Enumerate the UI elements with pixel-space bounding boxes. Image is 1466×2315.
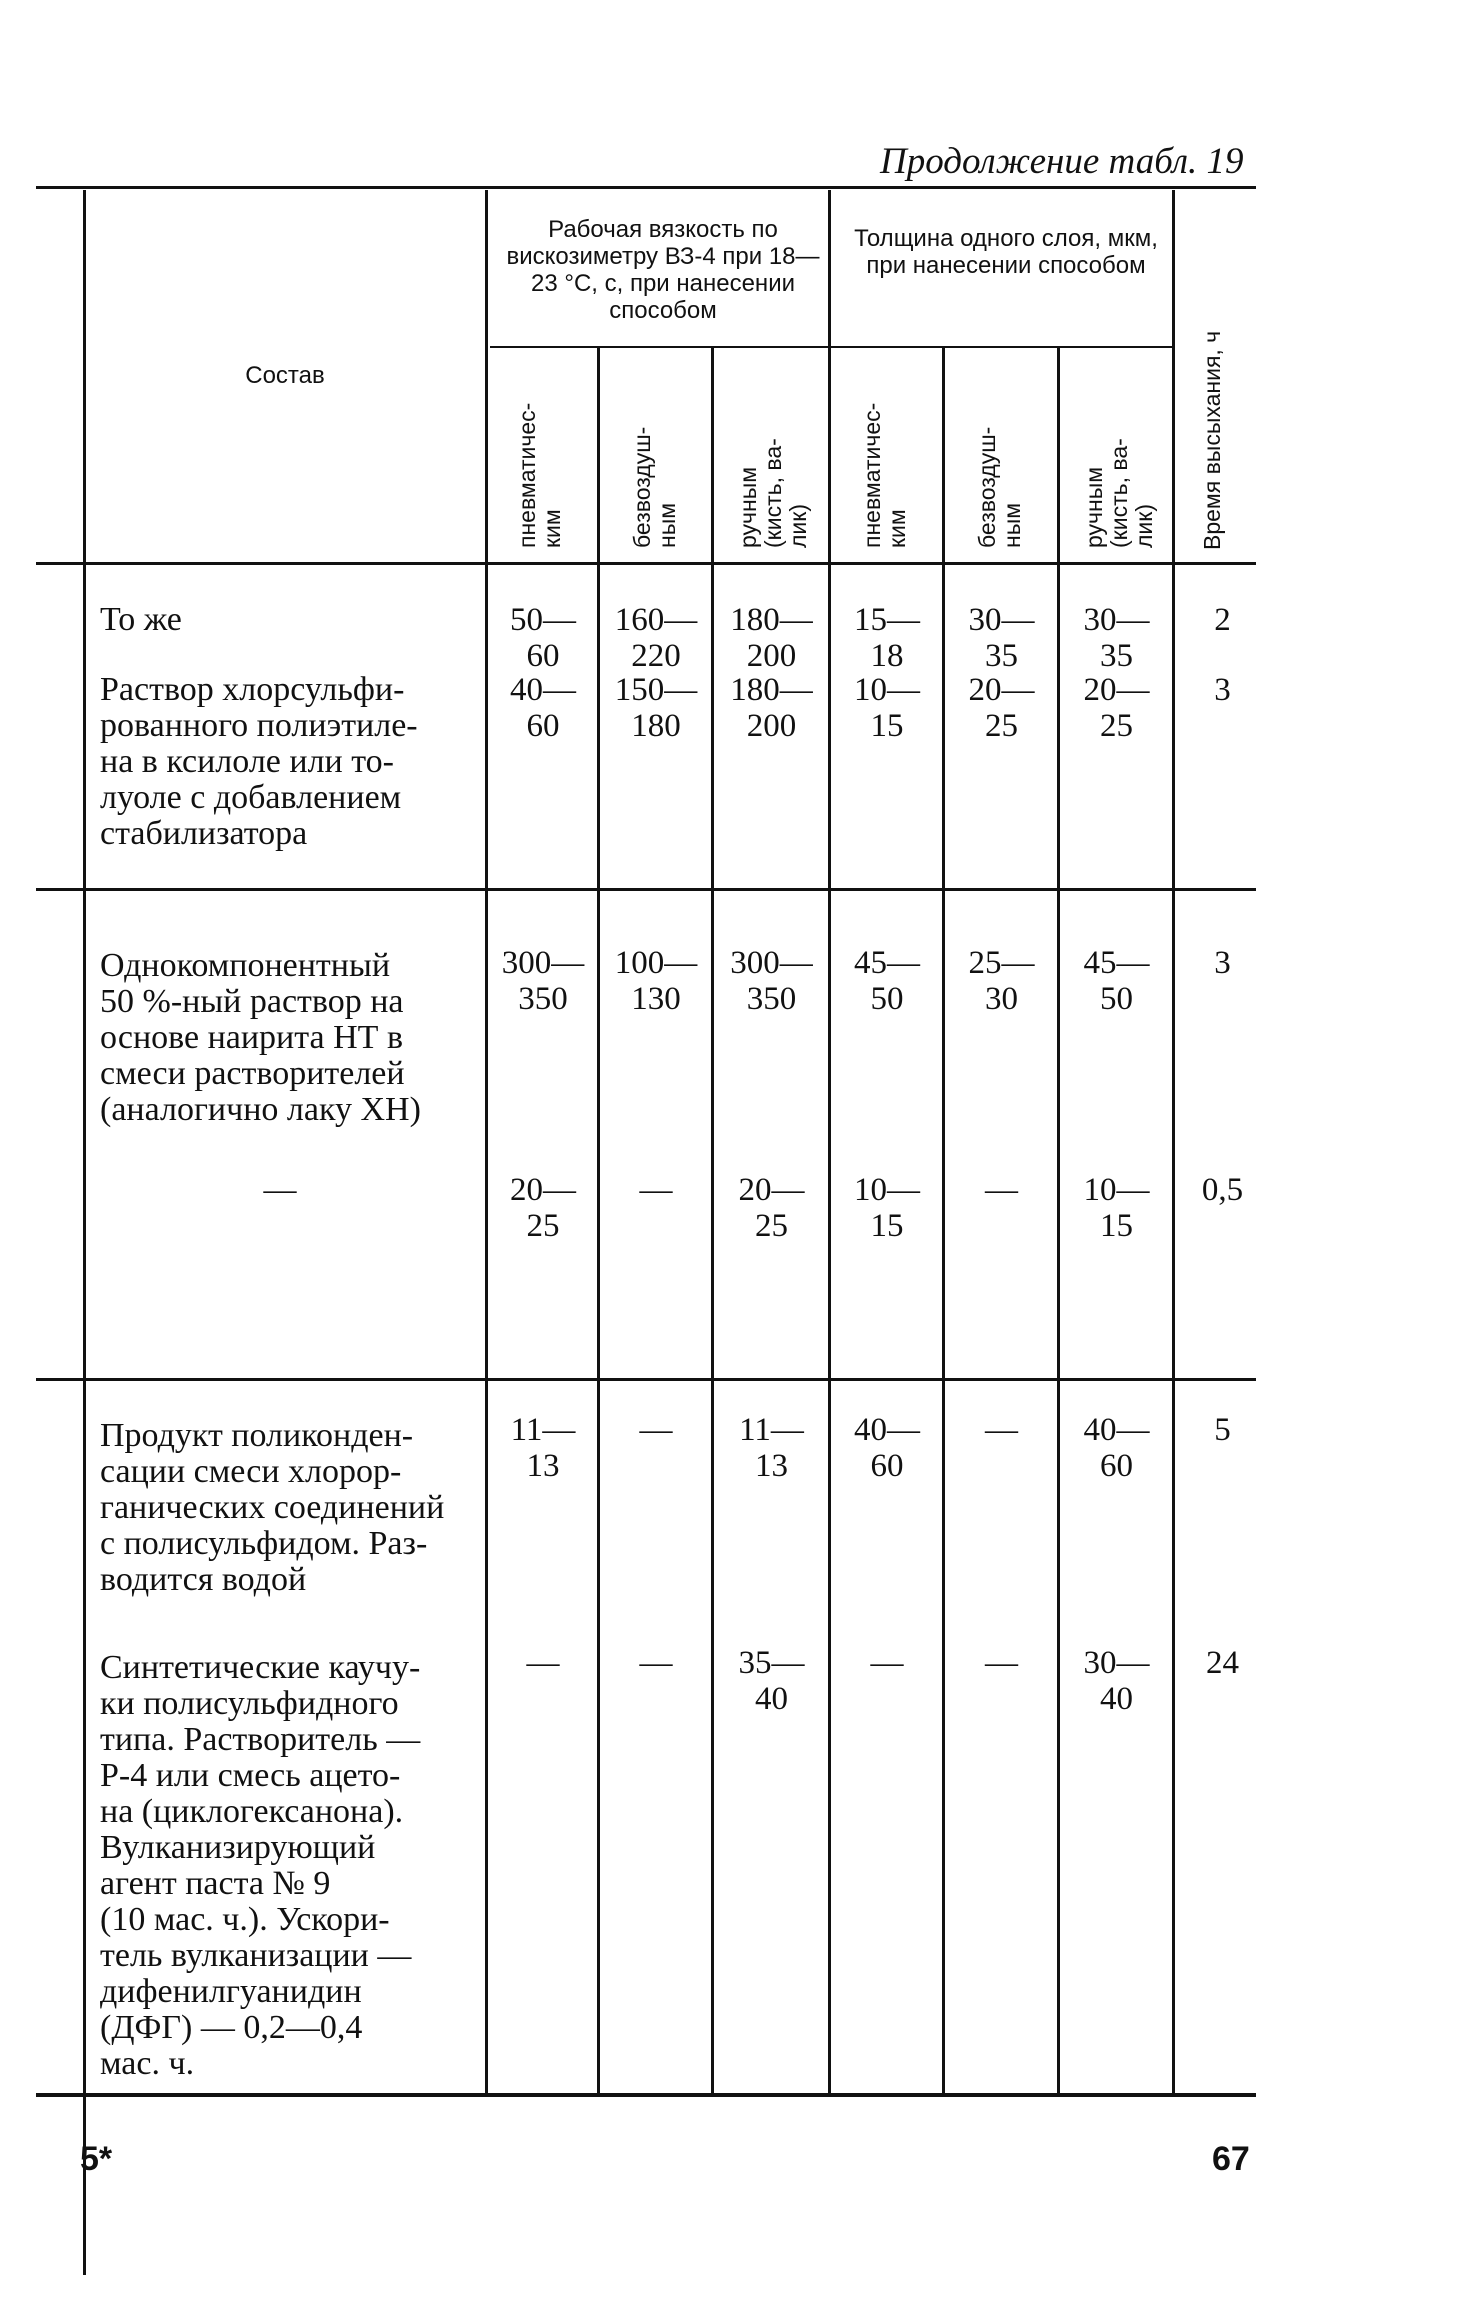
cell-viscosity-pneumatic: 11— 13 bbox=[510, 1412, 576, 1484]
rule-top bbox=[36, 186, 1256, 189]
cell-thickness-pneumatic: 15— 18 bbox=[854, 602, 920, 674]
cell-viscosity-airless: — bbox=[639, 1172, 673, 1208]
header-v-pneumatic: пневматичес- ким bbox=[514, 402, 565, 548]
cell-thickness-pneumatic: 45— 50 bbox=[854, 945, 920, 1017]
cell-thickness-airless: 25— 30 bbox=[968, 945, 1035, 1017]
row-description: — bbox=[263, 1172, 297, 1208]
cell-viscosity-pneumatic: 20— 25 bbox=[510, 1172, 576, 1244]
cell-viscosity-pneumatic: 300— 350 bbox=[501, 945, 585, 1017]
signature-mark: 5* bbox=[80, 2140, 113, 2178]
header-t-airless: безвоздуш- ным bbox=[974, 426, 1025, 548]
row-description: Синтетические каучу- ки полисульфидного типа. Растворитель — Р-4 или смесь ацето- на (циклогексанона). Вулканизирующий агент паста № 9 (10 мас. ч.). Ускори- тель вулканизации — дифенилгуанидин (ДФГ) — 0,2—0,4 мас. ч. bbox=[100, 1649, 421, 2082]
header-viscosity-group: Рабочая вязкость по вискозиметру ВЗ-4 при 18—23 °С, с, при нанесении способом bbox=[506, 216, 820, 324]
table-caption: Продолжение табл. 19 bbox=[880, 141, 1244, 182]
rule-section-1 bbox=[36, 888, 1256, 891]
row-description: Продукт поликонден- сации смеси хлорор- ганических соединений с полисульфидом. Раз- водится водой bbox=[100, 1417, 445, 1598]
cell-thickness-airless: 20— 25 bbox=[968, 672, 1035, 744]
cell-thickness-airless: 30— 35 bbox=[968, 602, 1035, 674]
row-description: Раствор хлорсульфи- рованного полиэтиле- на в ксилоле или то- луоле с добавлением стабилизатора bbox=[100, 671, 418, 852]
col-border-composition bbox=[485, 190, 488, 2093]
header-thickness-group: Толщина одного слоя, мкм, при нанесении способом bbox=[854, 225, 1158, 279]
cell-thickness-pneumatic: 40— 60 bbox=[854, 1412, 920, 1484]
cell-drying-time: 24 bbox=[1206, 1645, 1239, 1681]
cell-viscosity-manual: 11— 13 bbox=[739, 1412, 804, 1484]
cell-viscosity-pneumatic: — bbox=[526, 1645, 560, 1681]
col-border-t3 bbox=[1172, 190, 1175, 2093]
rule-section-2 bbox=[36, 1378, 1256, 1381]
col-border-left bbox=[83, 190, 86, 2275]
cell-thickness-pneumatic: 10— 15 bbox=[854, 672, 920, 744]
cell-drying-time: 2 bbox=[1214, 602, 1231, 638]
cell-viscosity-airless: 150— 180 bbox=[614, 672, 698, 744]
cell-thickness-airless: — bbox=[985, 1412, 1018, 1448]
rule-header-bottom bbox=[36, 562, 1256, 565]
rule-subheader bbox=[490, 346, 1173, 348]
header-t-pneumatic: пневматичес- ким bbox=[859, 402, 910, 548]
header-drying-time: Время высыхания, ч bbox=[1199, 330, 1225, 550]
rule-bottom bbox=[36, 2093, 1256, 2097]
col-border-v3 bbox=[828, 190, 831, 2093]
cell-viscosity-manual: 180— 200 bbox=[730, 672, 813, 744]
cell-thickness-airless: — bbox=[985, 1172, 1018, 1208]
header-v-manual: ручным (кисть, ва- лик) bbox=[735, 438, 811, 548]
cell-thickness-pneumatic: — bbox=[870, 1645, 904, 1681]
cell-thickness-manual: 40— 60 bbox=[1083, 1412, 1150, 1484]
cell-viscosity-pneumatic: 50— 60 bbox=[510, 602, 576, 674]
page-number: 67 bbox=[1212, 2140, 1250, 2178]
cell-viscosity-pneumatic: 40— 60 bbox=[510, 672, 576, 744]
row-description: То же bbox=[100, 601, 182, 638]
cell-viscosity-airless: — bbox=[639, 1645, 673, 1681]
cell-drying-time: 3 bbox=[1214, 945, 1231, 981]
cell-thickness-manual: 20— 25 bbox=[1083, 672, 1150, 744]
cell-viscosity-airless: 100— 130 bbox=[614, 945, 698, 1017]
cell-viscosity-airless: — bbox=[639, 1412, 673, 1448]
cell-thickness-airless: — bbox=[985, 1645, 1018, 1681]
cell-viscosity-manual: 300— 350 bbox=[730, 945, 813, 1017]
cell-thickness-manual: 10— 15 bbox=[1083, 1172, 1150, 1244]
cell-thickness-manual: 30— 40 bbox=[1083, 1645, 1150, 1717]
header-v-airless: безвоздуш- ным bbox=[629, 426, 680, 548]
header-t-manual: ручным (кисть, ва- лик) bbox=[1081, 438, 1157, 548]
cell-thickness-manual: 45— 50 bbox=[1083, 945, 1150, 1017]
cell-thickness-pneumatic: 10— 15 bbox=[854, 1172, 920, 1244]
cell-viscosity-airless: 160— 220 bbox=[614, 602, 698, 674]
cell-drying-time: 5 bbox=[1214, 1412, 1231, 1448]
cell-viscosity-manual: 20— 25 bbox=[738, 1172, 805, 1244]
cell-viscosity-manual: 180— 200 bbox=[730, 602, 813, 674]
cell-viscosity-manual: 35— 40 bbox=[738, 1645, 805, 1717]
cell-drying-time: 0,5 bbox=[1201, 1172, 1244, 1208]
row-description: Однокомпонентный 50 %-ный раствор на основе наирита НТ в смеси растворителей (аналогично лаку ХН) bbox=[100, 947, 421, 1128]
cell-thickness-manual: 30— 35 bbox=[1083, 602, 1150, 674]
cell-drying-time: 3 bbox=[1214, 672, 1231, 708]
header-composition: Состав bbox=[245, 362, 325, 389]
